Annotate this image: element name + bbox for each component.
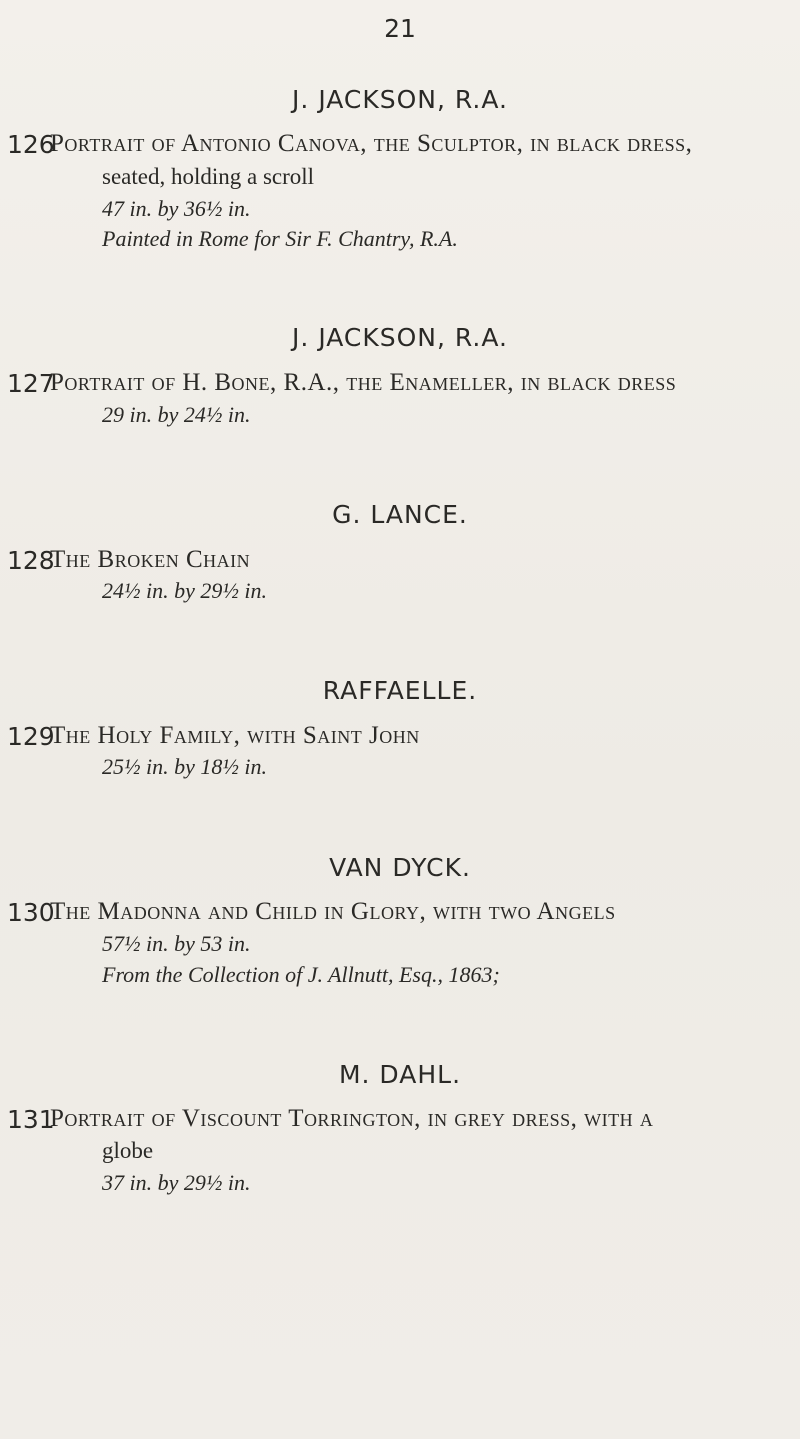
artist-heading: M. DAHL.	[338, 1060, 462, 1089]
lot-title-continuation: globe	[102, 1138, 154, 1163]
lot-title: The Madonna and Child in Glory, with two Angels	[50, 898, 616, 925]
lot-number: 130	[7, 898, 55, 927]
lot-number: 128	[7, 546, 55, 575]
lot-number: 131	[7, 1105, 55, 1134]
artist-heading: VAN DYCK.	[329, 853, 471, 882]
lot-title: The Holy Family, with Saint John	[50, 722, 420, 749]
lot-dimensions: 25½ in. by 18½ in.	[102, 754, 267, 779]
lot-number: 126	[7, 130, 55, 159]
lot-dimensions: 47 in. by 36½ in.	[102, 196, 251, 221]
lot-title: The Broken Chain	[50, 546, 251, 573]
lot-dimensions: 37 in. by 29½ in.	[102, 1170, 251, 1195]
artist-heading: J. JACKSON, R.A.	[292, 85, 508, 114]
lot-dimensions: 57½ in. by 53 in.	[102, 931, 251, 956]
page-number: 21	[384, 14, 416, 43]
artist-heading: RAFFAELLE.	[322, 676, 478, 705]
artist-heading: J. JACKSON, R.A.	[292, 323, 508, 352]
lot-dimensions: 29 in. by 24½ in.	[102, 402, 251, 427]
artist-heading: G. LANCE.	[332, 500, 468, 529]
lot-number: 127	[7, 369, 55, 398]
lot-title-continuation: seated, holding a scroll	[102, 164, 315, 189]
lot-number: 129	[7, 722, 55, 751]
lot-note: Painted in Rome for Sir F. Chantry, R.A.	[102, 226, 458, 251]
lot-title: Portrait of Antonio Canova, the Sculptor, in black dress,	[50, 130, 693, 157]
lot-title: Portrait of Viscount Torrington, in grey dress, with a	[50, 1105, 654, 1132]
lot-note: From the Collection of J. Allnutt, Esq., 1863;	[102, 962, 500, 987]
lot-title: Portrait of H. Bone, R.A., the Enameller, in black dress	[50, 369, 677, 396]
lot-dimensions: 24½ in. by 29½ in.	[102, 578, 267, 603]
